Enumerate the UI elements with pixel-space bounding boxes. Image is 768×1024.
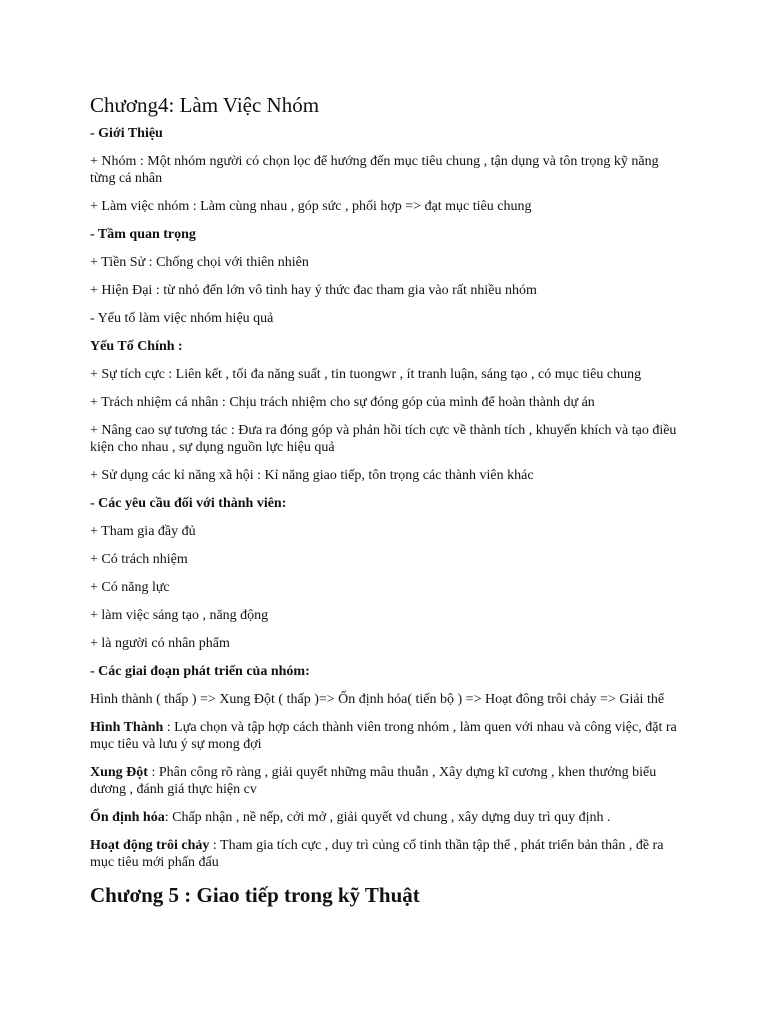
paragraph-responsibility: + Trách nhiệm cá nhân : Chịu trách nhiệm cho sự đóng góp của mình để hoàn thành dự án — [90, 395, 595, 410]
paragraph-norming: Ổn định hóa: Chấp nhận , nề nếp, cởi mở , giải quyết vd chung , xây dựng duy trì quy định . — [90, 810, 611, 825]
list-item: + Có trách nhiệm — [90, 552, 188, 567]
paragraph-storming: Xung Đột : Phân công rõ ràng , giải quyết những mâu thuẫn , Xây dựng kĩ cương , khen thưởng biểu dương , đánh giá thực hiện cv — [90, 765, 657, 797]
section-heading-importance: - Tầm quan trọng — [90, 227, 196, 242]
list-item: + Có năng lực — [90, 580, 170, 595]
chapter-5-title: Chương 5 : Giao tiếp trong kỹ Thuật — [90, 883, 420, 907]
list-item: + Tham gia đầy đủ — [90, 524, 196, 539]
list-item: + là người có nhân phẩm — [90, 636, 230, 651]
paragraph-modern: + Hiện Đại : từ nhỏ đến lớn vô tình hay ý thức đac tham gia vào rất nhiều nhóm — [90, 283, 537, 298]
section-heading-member-requirements: - Các yêu cầu đối với thành viên: — [90, 496, 287, 511]
section-heading-development-stages: - Các giai đoạn phát triển của nhóm: — [90, 664, 310, 679]
paragraph-group-definition: + Nhóm : Một nhóm người có chọn lọc để hướng đến mục tiêu chung , tận dụng và tôn trọng kỹ năng từng cá nhân — [90, 154, 659, 186]
paragraph-performing: Hoạt động trôi chảy : Tham gia tích cực , duy trì củng cố tinh thần tập thể , phát triển bản thân , đề ra mục tiêu mới phấn đấu — [90, 838, 664, 870]
paragraph-interaction: + Nâng cao sự tương tác : Đưa ra đóng góp và phản hồi tích cực về thành tích , khuyến khích và tạo điều kiện cho nhau , sự dụng nguồn lực hiệu quả — [90, 423, 677, 455]
list-item: + làm việc sáng tạo , năng động — [90, 608, 269, 623]
chapter-4-title: Chương4: Làm Việc Nhóm — [90, 93, 320, 117]
paragraph-positivity: + Sự tích cực : Liên kết , tối đa năng suất , tin tuongwr , ít tranh luận, sáng tạo , có mục tiêu chung — [90, 367, 642, 382]
section-heading-introduction: - Giới Thiệu — [90, 126, 163, 141]
paragraph-social-skills: + Sử dụng các kỉ năng xã hội : Kỉ năng giao tiếp, tôn trọng các thành viên khác — [90, 468, 534, 483]
document-body — [90, 92, 680, 915]
paragraph-teamwork-definition: + Làm việc nhóm : Làm cùng nhau , góp sức , phối hợp => đạt mục tiêu chung — [90, 199, 532, 214]
paragraph-forming: Hình Thành : Lựa chọn và tập hợp cách thành viên trong nhóm , làm quen với nhau và công việc, đặt ra mục tiêu và lưu ý sự mong đợi — [90, 720, 677, 752]
paragraph-stages-flow: Hình thành ( thấp ) => Xung Đột ( thấp )=> Ổn định hóa( tiến bộ ) => Hoạt đông trôi chảy => Giải thể — [90, 692, 665, 707]
paragraph-prehistory: + Tiền Sử : Chống chọi với thiên nhiên — [90, 255, 309, 270]
paragraph-effective-factors: - Yếu tố làm việc nhóm hiệu quả — [90, 311, 274, 326]
section-heading-main-factors: Yếu Tố Chính : — [90, 339, 183, 354]
